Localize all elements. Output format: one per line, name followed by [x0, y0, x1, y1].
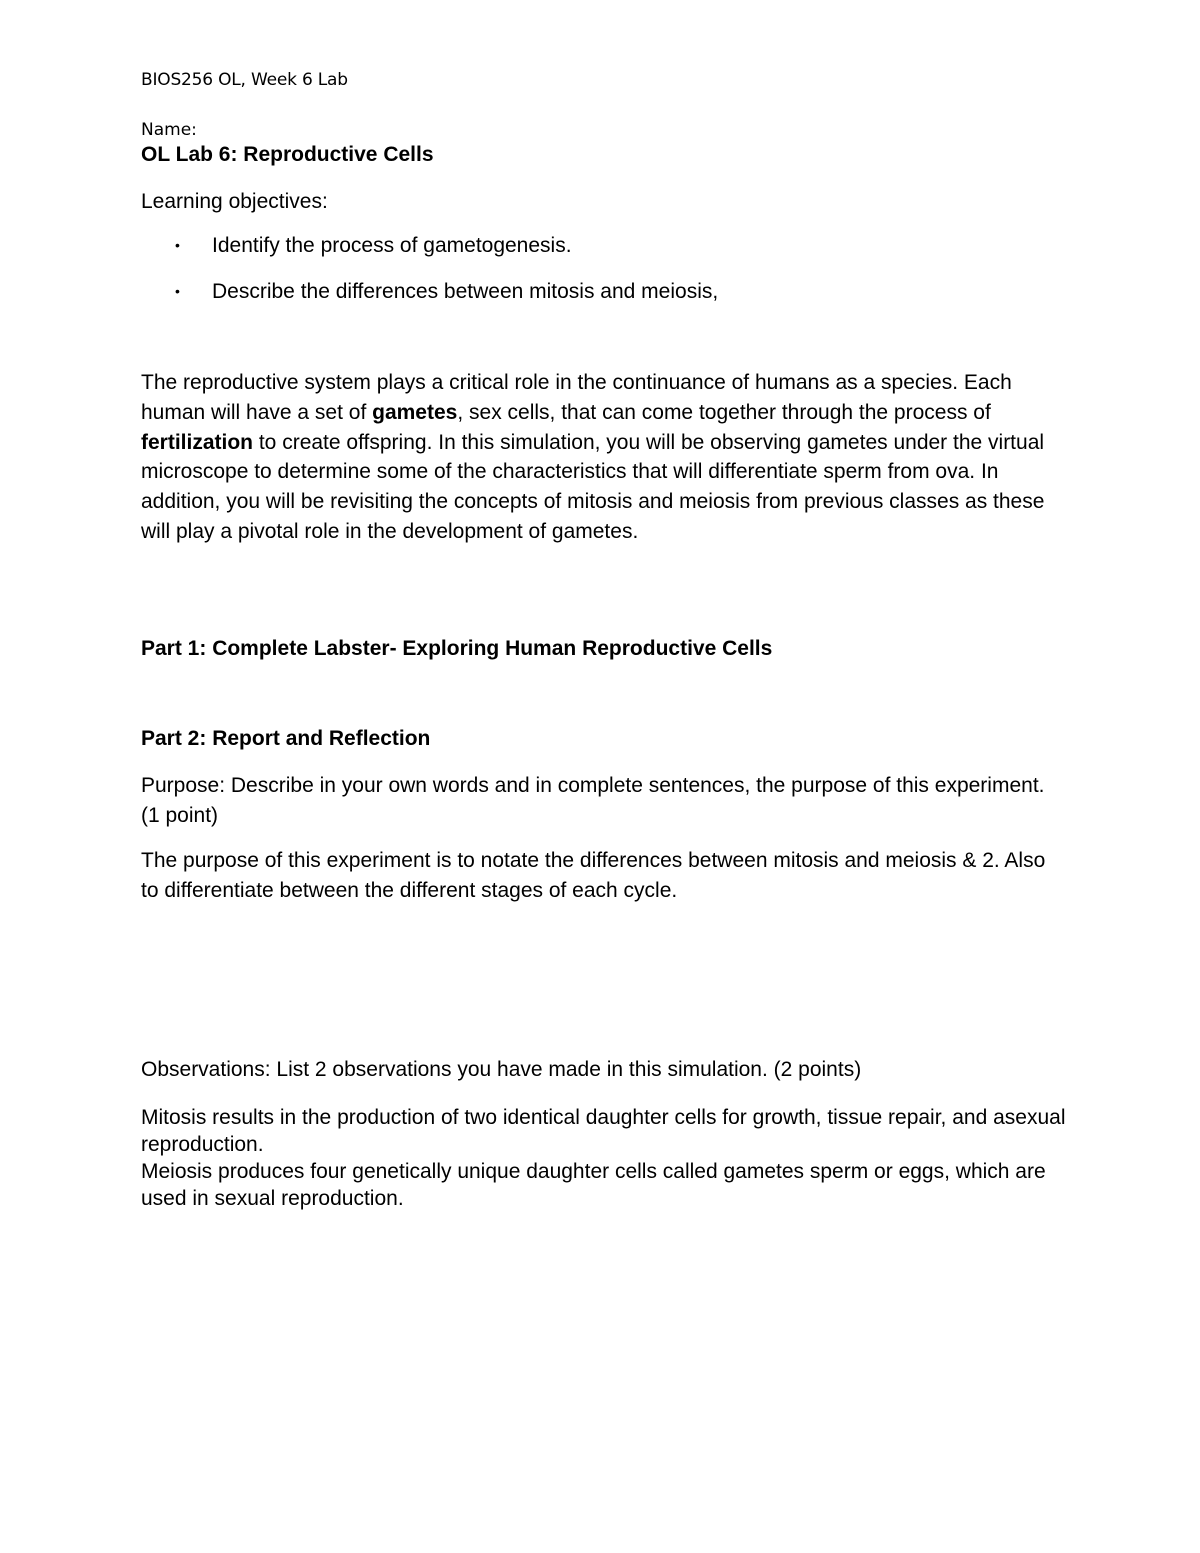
part1-heading: Part 1: Complete Labster- Exploring Human Reproductive Cells: [141, 637, 773, 660]
bullet-icon: •: [175, 283, 180, 299]
part2-heading: Part 2: Report and Reflection: [141, 727, 431, 750]
observation-answer: Mitosis results in the production of two identical daughter cells for growth, tissue repair, and asexual reproduction.: [141, 1106, 1066, 1156]
objective-text: Describe the differences between mitosis and meiosis,: [212, 280, 719, 303]
learning-objectives-label: Learning objectives:: [141, 190, 328, 213]
intro-text: , sex cells, that can come together through the process of: [457, 400, 991, 424]
bullet-icon: •: [175, 237, 180, 253]
purpose-answer: The purpose of this experiment is to notate the differences between mitosis and meiosis & 2. Also to differentiate between the different stages of each cycle.: [141, 849, 1046, 902]
observations-question: Observations: List 2 observations you have made in this simulation. (2 points): [141, 1058, 862, 1081]
objective-text: Identify the process of gametogenesis.: [212, 234, 572, 257]
term-fertilization: fertilization: [141, 430, 254, 454]
objective-item: [175, 280, 718, 304]
course-header: BIOS256 OL, Week 6 Lab: [141, 70, 348, 90]
intro-text: to create offspring. In this simulation, you will be observing gametes under the virtual microscope to determine some of the characteristics that will differentiate sperm from ova. In addition, you will be revisiting the concepts of mitosis and meiosis from previous classes as these will play a pivotal role in the development of gametes.: [141, 430, 1045, 543]
intro-paragraph: [141, 368, 1066, 547]
page-title: OL Lab 6: Reproductive Cells: [141, 143, 434, 166]
observation-answer: Meiosis produces four genetically unique daughter cells called gametes sperm or eggs, which are used in sexual reproduction.: [141, 1160, 1046, 1210]
objective-item: [175, 234, 572, 258]
name-label: Name:: [141, 120, 197, 140]
purpose-question: Purpose: Describe in your own words and in complete sentences, the purpose of this experiment. (1 point): [141, 774, 1045, 827]
intro-text: The reproductive system plays a critical role in the continuance of humans as a species. Each human will have a set of: [141, 371, 1012, 424]
term-gametes: gametes: [372, 400, 458, 424]
